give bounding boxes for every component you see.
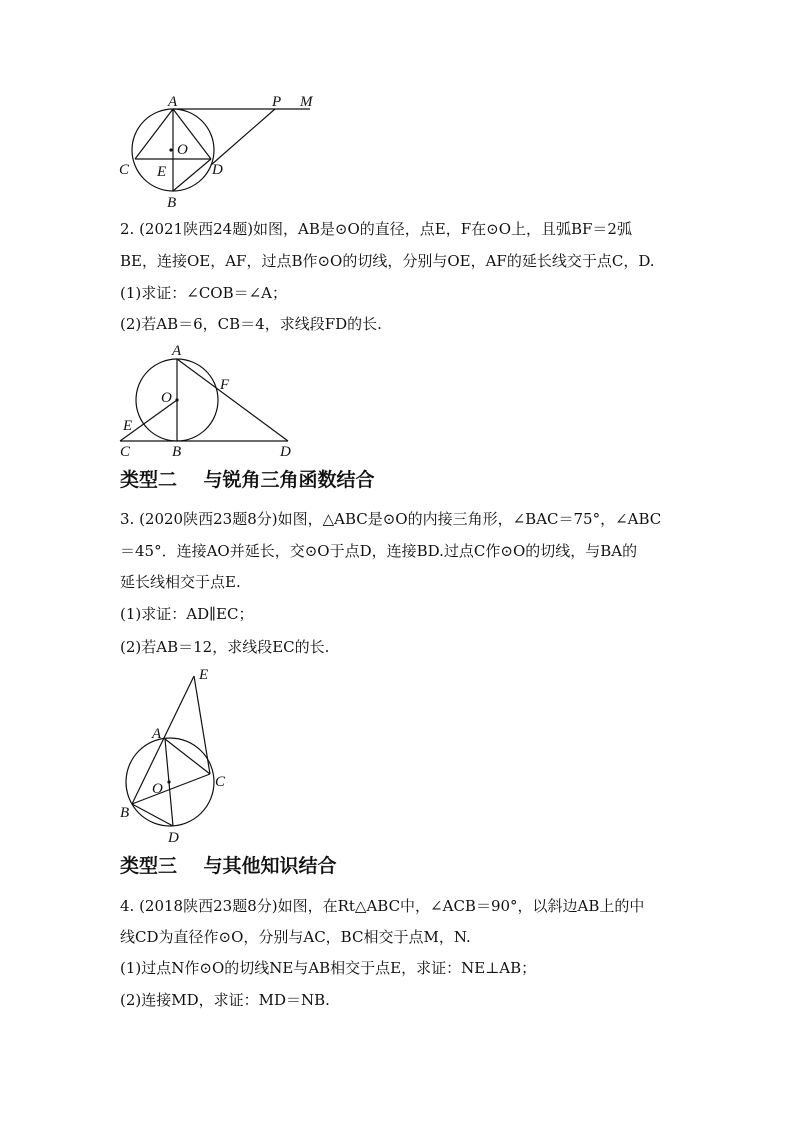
problem-4-line-2: 线CD为直径作⊙O，分别与AC，BC相交于点M，N.	[120, 928, 471, 946]
label-b: B	[120, 805, 130, 821]
label-d: D	[280, 444, 291, 460]
label-a: A	[172, 343, 182, 359]
problem-2-line-1: 2. (2021陕西24题)如图，AB是⊙O的直径，点E，F在⊙O上，且弧BF＝2弧	[120, 220, 632, 238]
label-f: F	[220, 377, 230, 393]
problem-4-line-1: 4. (2018陕西23题8分)如图，在Rt△ABC中，∠ACB＝90°，以斜边AB上的中	[120, 897, 645, 915]
problem-2-line-4: (2)若AB＝6，CB＝4，求线段FD的长.	[120, 315, 382, 333]
label-p: P	[272, 94, 282, 110]
center-dot	[169, 148, 172, 151]
segment-ac	[135, 109, 173, 159]
figure-2-circle-diameter	[110, 338, 310, 463]
problem-3-line-3: 延长线相交于点E.	[120, 573, 241, 591]
figure-3-inscribed-triangle	[110, 660, 250, 850]
problem-4-line-3: (1)过点N作⊙O的切线NE与AB相交于点E，求证：NE⊥AB；	[120, 959, 537, 977]
label-a: A	[168, 94, 178, 110]
label-m: M	[300, 94, 313, 110]
center-dot	[167, 780, 170, 783]
segment-ec	[194, 676, 210, 774]
label-a: A	[152, 726, 162, 742]
problem-3-line-4: (1)求证：AD∥EC；	[120, 605, 254, 623]
label-o: O	[161, 390, 172, 406]
label-o: O	[177, 142, 188, 158]
segment-ac	[165, 739, 210, 774]
label-c: C	[215, 774, 226, 790]
label-e: E	[123, 418, 133, 434]
label-c: C	[120, 444, 131, 460]
problem-4-line-4: (2)连接MD，求证：MD＝NB.	[120, 991, 330, 1009]
label-b: B	[172, 444, 182, 460]
problem-2-line-2: BE，连接OE，AF，过点B作⊙O的切线，分别与OE，AF的延长线交于点C，D.	[120, 252, 655, 270]
section-heading-type-2: 类型二 与锐角三角函数结合	[120, 469, 375, 491]
problem-3-line-2: ＝45°．连接AO并延长，交⊙O于点D，连接BD.过点C作⊙O的切线，与BA的	[120, 542, 638, 560]
problem-2-line-3: (1)求证：∠COB＝∠A；	[120, 284, 288, 302]
label-o: O	[152, 781, 163, 797]
segment-ad	[177, 359, 288, 441]
label-c: C	[119, 162, 130, 178]
label-e: E	[199, 667, 209, 683]
label-d: D	[212, 162, 223, 178]
segment-pd	[211, 109, 275, 165]
problem-3-line-5: (2)若AB＝12，求线段EC的长.	[120, 638, 330, 656]
center-dot	[175, 398, 178, 401]
label-e: E	[157, 164, 167, 180]
figure-1-circle-tangent	[110, 88, 330, 213]
label-d: D	[168, 830, 179, 846]
label-b: B	[167, 195, 177, 211]
section-heading-type-3: 类型三 与其他知识结合	[120, 855, 337, 877]
problem-3-line-1: 3. (2020陕西23题8分)如图，△ABC是⊙O的内接三角形，∠BAC＝75°，∠ABC	[120, 510, 662, 528]
